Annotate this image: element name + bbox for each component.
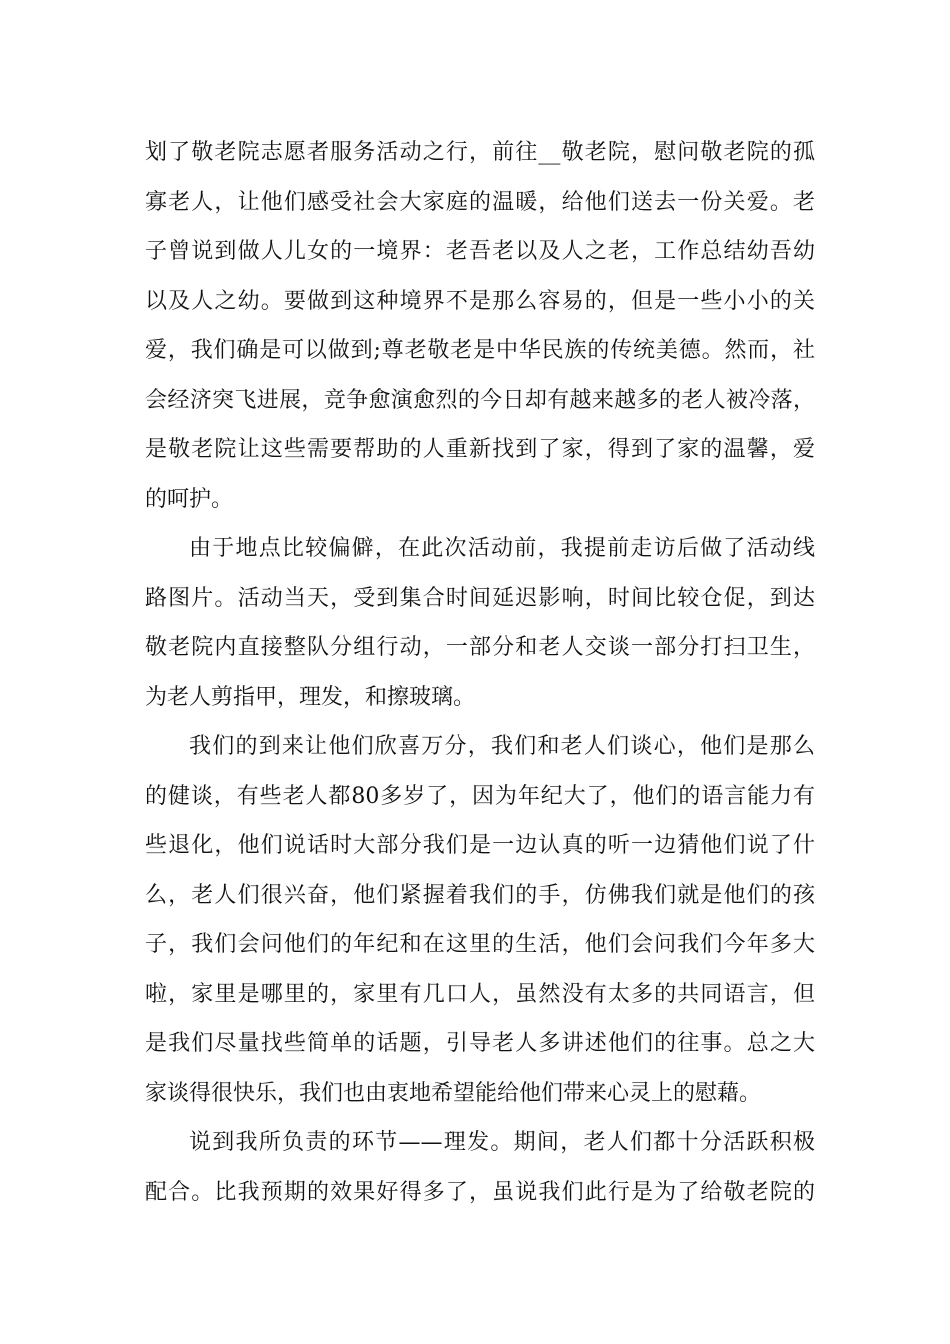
text-line: 家谈得很快乐，我们也由衷地希望能给他们带来心灵上的慰藉。 [145, 1080, 762, 1106]
text-line: 配合。比我预期的效果好得多了，虽说我们此行是为了给敬老院的 [145, 1179, 815, 1205]
text-line: 为老人剪指甲，理发，和擦玻璃。 [145, 684, 476, 710]
text-line: 啦，家里是哪里的，家里有几口人，虽然没有太多的共同语言，但 [145, 981, 815, 1007]
text-line: 爱，我们确是可以做到;尊老敬老是中华民族的传统美德。然而，社 [145, 338, 815, 363]
text-line: 子曾说到做人儿女的一境界：老吾老以及人之老，工作总结幼吾幼 [145, 239, 815, 264]
text-line: 以及人之幼。要做到这种境界不是那么容易的，但是一些小小的关 [145, 288, 815, 314]
text-line: 的健谈，有些老人都80多岁了，因为年纪大了，他们的语言能力有 [145, 783, 815, 809]
text-line: 寡老人，让他们感受社会大家庭的温暖，给他们送去一份关爱。老 [145, 189, 815, 215]
text-line: 由于地点比较偏僻，在此次活动前，我提前走访后做了活动线 [189, 536, 815, 561]
text-line: 会经济突飞进展，竞争愈演愈烈的今日却有越来越多的老人被冷落， [145, 387, 815, 413]
paragraph-1 [145, 128, 815, 524]
paragraph-2 [145, 524, 815, 722]
text-line: 说到我所负责的环节——理发。期间，老人们都十分活跃积极 [189, 1130, 815, 1155]
text-line: 我们的到来让他们欣喜万分，我们和老人们谈心，他们是那么 [189, 734, 815, 759]
text-line: 敬老院内直接整队分组行动，一部分和老人交谈一部分打扫卫生， [145, 635, 815, 660]
text-line: 划了敬老院志愿者服务活动之行，前往__敬老院，慰问敬老院的孤 [145, 140, 815, 165]
text-line: 的呵护。 [145, 486, 234, 512]
paragraph-4 [145, 1118, 815, 1217]
text-line: 路图片。活动当天，受到集合时间延迟影响，时间比较仓促，到达 [145, 585, 815, 611]
paragraph-3 [145, 722, 815, 1118]
text-line: 是我们尽量找些简单的话题，引导老人多讲述他们的往事。总之大 [145, 1031, 815, 1056]
text-line: 是敬老院让这些需要帮助的人重新找到了家，得到了家的温馨，爱 [145, 437, 815, 462]
document-body [145, 128, 815, 1217]
text-line: 么，老人们很兴奋，他们紧握着我们的手，仿佛我们就是他们的孩 [145, 882, 815, 908]
text-line: 子，我们会问他们的年纪和在这里的生活，他们会问我们今年多大 [145, 932, 815, 957]
text-line: 些退化，他们说话时大部分我们是一边认真的听一边猜他们说了什 [145, 833, 815, 858]
